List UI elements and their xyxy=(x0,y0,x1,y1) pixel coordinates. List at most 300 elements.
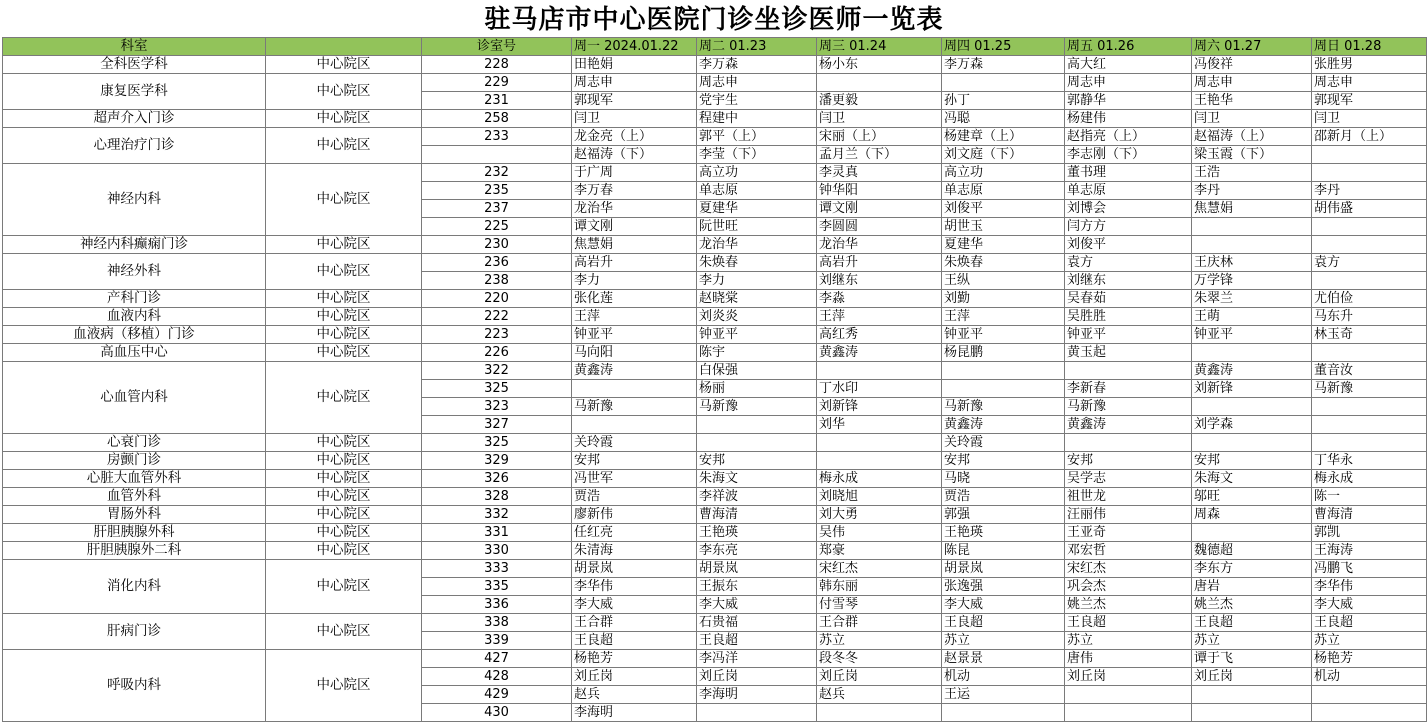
doctor-cell-fri[interactable]: 唐伟 xyxy=(1065,650,1192,668)
doctor-cell-thu[interactable]: 苏立 xyxy=(942,632,1065,650)
doctor-cell-wed[interactable]: 闫卫 xyxy=(817,110,942,128)
doctor-cell-mon[interactable]: 赵兵 xyxy=(572,686,697,704)
doctor-cell-sun[interactable]: 胡伟盛 xyxy=(1312,200,1427,218)
room-cell[interactable]: 223 xyxy=(422,326,572,344)
doctor-cell-fri[interactable]: 高大红 xyxy=(1065,56,1192,74)
room-cell[interactable]: 238 xyxy=(422,272,572,290)
doctor-cell-wed[interactable]: 段冬冬 xyxy=(817,650,942,668)
room-cell[interactable]: 332 xyxy=(422,506,572,524)
doctor-cell-tue[interactable]: 曹海清 xyxy=(697,506,817,524)
doctor-cell-fri[interactable] xyxy=(1065,704,1192,722)
doctor-cell-wed[interactable]: 刘继东 xyxy=(817,272,942,290)
room-cell[interactable]: 237 xyxy=(422,200,572,218)
doctor-cell-thu[interactable]: 马晓 xyxy=(942,470,1065,488)
doctor-cell-wed[interactable]: 高岩升 xyxy=(817,254,942,272)
campus-cell[interactable]: 中心院区 xyxy=(266,236,422,254)
doctor-cell-sun[interactable]: 周志申 xyxy=(1312,74,1427,92)
doctor-cell-tue[interactable]: 王良超 xyxy=(697,632,817,650)
doctor-cell-thu[interactable]: 赵景景 xyxy=(942,650,1065,668)
doctor-cell-sun[interactable]: 李大威 xyxy=(1312,596,1427,614)
doctor-cell-tue[interactable]: 郭平（上） xyxy=(697,128,817,146)
doctor-cell-sat[interactable]: 冯俊祥 xyxy=(1192,56,1312,74)
doctor-cell-sat[interactable]: 王浩 xyxy=(1192,164,1312,182)
doctor-cell-sat[interactable]: 王良超 xyxy=(1192,614,1312,632)
doctor-cell-tue[interactable] xyxy=(697,416,817,434)
room-cell[interactable]: 331 xyxy=(422,524,572,542)
campus-cell[interactable]: 中心院区 xyxy=(266,650,422,722)
doctor-cell-tue[interactable]: 朱海文 xyxy=(697,470,817,488)
doctor-cell-sun[interactable] xyxy=(1312,704,1427,722)
doctor-cell-wed[interactable]: 黄鑫涛 xyxy=(817,344,942,362)
doctor-cell-sat[interactable]: 王庆林 xyxy=(1192,254,1312,272)
doctor-cell-tue[interactable]: 李力 xyxy=(697,272,817,290)
doctor-cell-wed[interactable]: 王合群 xyxy=(817,614,942,632)
room-cell[interactable]: 323 xyxy=(422,398,572,416)
doctor-cell-sun[interactable] xyxy=(1312,344,1427,362)
room-cell[interactable]: 225 xyxy=(422,218,572,236)
doctor-cell-sat[interactable]: 姚兰杰 xyxy=(1192,596,1312,614)
doctor-cell-thu[interactable]: 杨昆鹏 xyxy=(942,344,1065,362)
department-cell[interactable]: 血液内科 xyxy=(3,308,266,326)
doctor-cell-sat[interactable] xyxy=(1192,524,1312,542)
doctor-cell-sat[interactable]: 万学锋 xyxy=(1192,272,1312,290)
doctor-cell-sun[interactable]: 王良超 xyxy=(1312,614,1427,632)
department-cell[interactable]: 房颤门诊 xyxy=(3,452,266,470)
doctor-cell-wed[interactable]: 刘丘岗 xyxy=(817,668,942,686)
doctor-cell-sat[interactable]: 周志申 xyxy=(1192,74,1312,92)
doctor-cell-mon[interactable]: 李海明 xyxy=(572,704,697,722)
doctor-cell-tue[interactable]: 李祥波 xyxy=(697,488,817,506)
doctor-cell-mon[interactable]: 朱清海 xyxy=(572,542,697,560)
doctor-cell-sat[interactable] xyxy=(1192,218,1312,236)
doctor-cell-fri[interactable]: 袁方 xyxy=(1065,254,1192,272)
doctor-cell-thu[interactable]: 王运 xyxy=(942,686,1065,704)
doctor-cell-mon[interactable]: 李华伟 xyxy=(572,578,697,596)
doctor-cell-mon[interactable] xyxy=(572,380,697,398)
doctor-cell-thu[interactable]: 单志原 xyxy=(942,182,1065,200)
doctor-cell-mon[interactable]: 关玲霞 xyxy=(572,434,697,452)
doctor-cell-sun[interactable]: 王海涛 xyxy=(1312,542,1427,560)
doctor-cell-sat[interactable] xyxy=(1192,398,1312,416)
campus-cell[interactable]: 中心院区 xyxy=(266,290,422,308)
doctor-cell-mon[interactable]: 黄鑫涛 xyxy=(572,362,697,380)
doctor-cell-tue[interactable]: 李大威 xyxy=(697,596,817,614)
doctor-cell-sun[interactable]: 机动 xyxy=(1312,668,1427,686)
doctor-cell-mon[interactable]: 冯世军 xyxy=(572,470,697,488)
doctor-cell-wed[interactable]: 赵兵 xyxy=(817,686,942,704)
doctor-cell-mon[interactable]: 安邦 xyxy=(572,452,697,470)
doctor-cell-wed[interactable] xyxy=(817,452,942,470)
doctor-cell-fri[interactable]: 杨建伟 xyxy=(1065,110,1192,128)
doctor-cell-sat[interactable]: 安邦 xyxy=(1192,452,1312,470)
department-cell[interactable]: 呼吸内科 xyxy=(3,650,266,722)
doctor-cell-tue[interactable]: 石贵福 xyxy=(697,614,817,632)
doctor-cell-sun[interactable] xyxy=(1312,434,1427,452)
room-cell[interactable]: 229 xyxy=(422,74,572,92)
doctor-cell-fri[interactable]: 安邦 xyxy=(1065,452,1192,470)
doctor-cell-wed[interactable]: 李圆圆 xyxy=(817,218,942,236)
doctor-cell-sat[interactable]: 李东方 xyxy=(1192,560,1312,578)
room-cell[interactable]: 230 xyxy=(422,236,572,254)
doctor-cell-mon[interactable]: 胡景岚 xyxy=(572,560,697,578)
doctor-cell-mon[interactable]: 田艳娟 xyxy=(572,56,697,74)
header-thu[interactable]: 周四 01.25 xyxy=(942,38,1065,56)
campus-cell[interactable]: 中心院区 xyxy=(266,506,422,524)
doctor-cell-tue[interactable]: 党宇生 xyxy=(697,92,817,110)
campus-cell[interactable]: 中心院区 xyxy=(266,560,422,614)
doctor-cell-mon[interactable]: 李大威 xyxy=(572,596,697,614)
room-cell[interactable]: 335 xyxy=(422,578,572,596)
doctor-cell-thu[interactable]: 张逸强 xyxy=(942,578,1065,596)
doctor-cell-sun[interactable]: 闫卫 xyxy=(1312,110,1427,128)
header-wed[interactable]: 周三 01.24 xyxy=(817,38,942,56)
room-cell[interactable]: 232 xyxy=(422,164,572,182)
header-fri[interactable]: 周五 01.26 xyxy=(1065,38,1192,56)
doctor-cell-thu[interactable]: 郭强 xyxy=(942,506,1065,524)
doctor-cell-wed[interactable]: 刘晓旭 xyxy=(817,488,942,506)
doctor-cell-mon[interactable]: 王合群 xyxy=(572,614,697,632)
doctor-cell-thu[interactable]: 孙丁 xyxy=(942,92,1065,110)
header-dept[interactable]: 科室 xyxy=(3,38,266,56)
doctor-cell-sat[interactable]: 周森 xyxy=(1192,506,1312,524)
doctor-cell-sun[interactable]: 李丹 xyxy=(1312,182,1427,200)
doctor-cell-mon[interactable]: 廖新伟 xyxy=(572,506,697,524)
doctor-cell-fri[interactable] xyxy=(1065,362,1192,380)
room-cell[interactable]: 236 xyxy=(422,254,572,272)
room-cell[interactable]: 220 xyxy=(422,290,572,308)
doctor-cell-tue[interactable]: 李万森 xyxy=(697,56,817,74)
doctor-cell-tue[interactable]: 单志原 xyxy=(697,182,817,200)
doctor-cell-fri[interactable]: 闫方方 xyxy=(1065,218,1192,236)
doctor-cell-tue[interactable]: 朱焕春 xyxy=(697,254,817,272)
doctor-cell-thu[interactable]: 高立功 xyxy=(942,164,1065,182)
campus-cell[interactable]: 中心院区 xyxy=(266,164,422,236)
doctor-cell-sat[interactable]: 焦慧娟 xyxy=(1192,200,1312,218)
doctor-cell-sun[interactable] xyxy=(1312,218,1427,236)
doctor-cell-thu[interactable]: 刘文庭（下） xyxy=(942,146,1065,164)
doctor-cell-sun[interactable]: 郭现军 xyxy=(1312,92,1427,110)
room-cell[interactable]: 430 xyxy=(422,704,572,722)
doctor-cell-fri[interactable]: 刘博会 xyxy=(1065,200,1192,218)
doctor-cell-wed[interactable]: 梅永成 xyxy=(817,470,942,488)
doctor-cell-tue[interactable]: 夏建华 xyxy=(697,200,817,218)
doctor-cell-fri[interactable]: 吴学志 xyxy=(1065,470,1192,488)
doctor-cell-fri[interactable]: 黄玉起 xyxy=(1065,344,1192,362)
doctor-cell-thu[interactable]: 胡世玉 xyxy=(942,218,1065,236)
doctor-cell-sun[interactable]: 冯鹏飞 xyxy=(1312,560,1427,578)
doctor-cell-wed[interactable]: 王萍 xyxy=(817,308,942,326)
doctor-cell-tue[interactable]: 李海明 xyxy=(697,686,817,704)
doctor-cell-mon[interactable]: 杨艳芳 xyxy=(572,650,697,668)
campus-cell[interactable]: 中心院区 xyxy=(266,254,422,290)
doctor-cell-sat[interactable]: 朱海文 xyxy=(1192,470,1312,488)
doctor-cell-tue[interactable]: 钟亚平 xyxy=(697,326,817,344)
doctor-cell-thu[interactable] xyxy=(942,380,1065,398)
doctor-cell-wed[interactable]: 宋丽（上） xyxy=(817,128,942,146)
doctor-cell-fri[interactable]: 单志原 xyxy=(1065,182,1192,200)
doctor-cell-tue[interactable]: 胡景岚 xyxy=(697,560,817,578)
room-cell[interactable]: 325 xyxy=(422,434,572,452)
doctor-cell-mon[interactable]: 龙金亮（上） xyxy=(572,128,697,146)
doctor-cell-sun[interactable]: 马东升 xyxy=(1312,308,1427,326)
doctor-cell-sat[interactable]: 刘丘岗 xyxy=(1192,668,1312,686)
department-cell[interactable]: 肝胆胰腺外科 xyxy=(3,524,266,542)
doctor-cell-thu[interactable]: 钟亚平 xyxy=(942,326,1065,344)
doctor-cell-wed[interactable] xyxy=(817,434,942,452)
doctor-cell-sun[interactable]: 曹海清 xyxy=(1312,506,1427,524)
department-cell[interactable]: 高血压中心 xyxy=(3,344,266,362)
doctor-cell-wed[interactable]: 李淼 xyxy=(817,290,942,308)
doctor-cell-thu[interactable]: 机动 xyxy=(942,668,1065,686)
doctor-cell-mon[interactable]: 李万春 xyxy=(572,182,697,200)
doctor-cell-thu[interactable]: 李万森 xyxy=(942,56,1065,74)
doctor-cell-thu[interactable]: 王纵 xyxy=(942,272,1065,290)
doctor-cell-thu[interactable]: 黄鑫涛 xyxy=(942,416,1065,434)
doctor-cell-wed[interactable]: 苏立 xyxy=(817,632,942,650)
doctor-cell-thu[interactable] xyxy=(942,362,1065,380)
room-cell[interactable]: 429 xyxy=(422,686,572,704)
room-cell[interactable]: 258 xyxy=(422,110,572,128)
doctor-cell-mon[interactable] xyxy=(572,416,697,434)
department-cell[interactable]: 神经内科癫痫门诊 xyxy=(3,236,266,254)
doctor-cell-tue[interactable] xyxy=(697,434,817,452)
doctor-cell-wed[interactable]: 谭文刚 xyxy=(817,200,942,218)
room-cell[interactable]: 328 xyxy=(422,488,572,506)
room-cell[interactable]: 330 xyxy=(422,542,572,560)
doctor-cell-sat[interactable]: 邬旺 xyxy=(1192,488,1312,506)
room-cell[interactable]: 326 xyxy=(422,470,572,488)
doctor-cell-tue[interactable]: 马新豫 xyxy=(697,398,817,416)
doctor-cell-mon[interactable]: 于广周 xyxy=(572,164,697,182)
header-sun[interactable]: 周日 01.28 xyxy=(1312,38,1427,56)
doctor-cell-tue[interactable]: 陈宇 xyxy=(697,344,817,362)
doctor-cell-tue[interactable]: 王振东 xyxy=(697,578,817,596)
department-cell[interactable]: 胃肠外科 xyxy=(3,506,266,524)
doctor-cell-sun[interactable] xyxy=(1312,164,1427,182)
doctor-cell-sat[interactable]: 李丹 xyxy=(1192,182,1312,200)
doctor-cell-sun[interactable]: 丁华永 xyxy=(1312,452,1427,470)
doctor-cell-sat[interactable]: 刘新锋 xyxy=(1192,380,1312,398)
department-cell[interactable]: 心血管内科 xyxy=(3,362,266,434)
doctor-cell-thu[interactable]: 夏建华 xyxy=(942,236,1065,254)
doctor-cell-mon[interactable]: 王萍 xyxy=(572,308,697,326)
room-cell[interactable]: 235 xyxy=(422,182,572,200)
doctor-cell-thu[interactable]: 杨建章（上） xyxy=(942,128,1065,146)
doctor-cell-thu[interactable]: 王萍 xyxy=(942,308,1065,326)
doctor-cell-sat[interactable]: 梁玉霞（下） xyxy=(1192,146,1312,164)
room-cell[interactable]: 231 xyxy=(422,92,572,110)
doctor-cell-fri[interactable]: 刘丘岗 xyxy=(1065,668,1192,686)
room-cell[interactable]: 226 xyxy=(422,344,572,362)
doctor-cell-thu[interactable]: 刘俊平 xyxy=(942,200,1065,218)
doctor-cell-fri[interactable]: 汪丽伟 xyxy=(1065,506,1192,524)
doctor-cell-sat[interactable]: 苏立 xyxy=(1192,632,1312,650)
doctor-cell-wed[interactable]: 吴伟 xyxy=(817,524,942,542)
department-cell[interactable]: 超声介入门诊 xyxy=(3,110,266,128)
doctor-cell-tue[interactable]: 阮世旺 xyxy=(697,218,817,236)
doctor-cell-fri[interactable]: 王亚奇 xyxy=(1065,524,1192,542)
department-cell[interactable]: 肝胆胰腺外二科 xyxy=(3,542,266,560)
doctor-cell-mon[interactable]: 刘丘岗 xyxy=(572,668,697,686)
department-cell[interactable]: 消化内科 xyxy=(3,560,266,614)
doctor-cell-fri[interactable]: 祖世龙 xyxy=(1065,488,1192,506)
header-mon[interactable]: 周一 2024.01.22 xyxy=(572,38,697,56)
doctor-cell-mon[interactable]: 闫卫 xyxy=(572,110,697,128)
campus-cell[interactable]: 中心院区 xyxy=(266,110,422,128)
doctor-cell-tue[interactable] xyxy=(697,704,817,722)
doctor-cell-sat[interactable]: 钟亚平 xyxy=(1192,326,1312,344)
doctor-cell-thu[interactable]: 陈昆 xyxy=(942,542,1065,560)
doctor-cell-mon[interactable]: 郭现军 xyxy=(572,92,697,110)
doctor-cell-sat[interactable]: 朱翠兰 xyxy=(1192,290,1312,308)
room-cell[interactable]: 233 xyxy=(422,128,572,146)
room-cell[interactable]: 322 xyxy=(422,362,572,380)
doctor-cell-tue[interactable]: 刘丘岗 xyxy=(697,668,817,686)
doctor-cell-mon[interactable]: 高岩升 xyxy=(572,254,697,272)
doctor-cell-mon[interactable]: 张化莲 xyxy=(572,290,697,308)
room-cell[interactable] xyxy=(422,146,572,164)
doctor-cell-wed[interactable]: 丁水印 xyxy=(817,380,942,398)
doctor-cell-thu[interactable]: 冯聪 xyxy=(942,110,1065,128)
doctor-cell-wed[interactable] xyxy=(817,362,942,380)
department-cell[interactable]: 肝病门诊 xyxy=(3,614,266,650)
header-room[interactable]: 诊室号 xyxy=(422,38,572,56)
doctor-cell-mon[interactable]: 王良超 xyxy=(572,632,697,650)
doctor-cell-fri[interactable]: 郭静华 xyxy=(1065,92,1192,110)
doctor-cell-sun[interactable]: 杨艳芳 xyxy=(1312,650,1427,668)
doctor-cell-tue[interactable]: 高立功 xyxy=(697,164,817,182)
doctor-cell-mon[interactable]: 马新豫 xyxy=(572,398,697,416)
doctor-cell-fri[interactable]: 李新春 xyxy=(1065,380,1192,398)
department-cell[interactable]: 产科门诊 xyxy=(3,290,266,308)
room-cell[interactable]: 327 xyxy=(422,416,572,434)
doctor-cell-thu[interactable]: 胡景岚 xyxy=(942,560,1065,578)
campus-cell[interactable]: 中心院区 xyxy=(266,362,422,434)
campus-cell[interactable]: 中心院区 xyxy=(266,614,422,650)
doctor-cell-sun[interactable] xyxy=(1312,146,1427,164)
doctor-cell-fri[interactable]: 刘俊平 xyxy=(1065,236,1192,254)
doctor-cell-sat[interactable]: 唐岩 xyxy=(1192,578,1312,596)
doctor-cell-sat[interactable] xyxy=(1192,686,1312,704)
doctor-cell-sun[interactable] xyxy=(1312,398,1427,416)
doctor-cell-sun[interactable]: 张胜男 xyxy=(1312,56,1427,74)
campus-cell[interactable]: 中心院区 xyxy=(266,344,422,362)
room-cell[interactable]: 427 xyxy=(422,650,572,668)
department-cell[interactable]: 血管外科 xyxy=(3,488,266,506)
department-cell[interactable]: 全科医学科 xyxy=(3,56,266,74)
doctor-cell-wed[interactable]: 刘新锋 xyxy=(817,398,942,416)
doctor-cell-thu[interactable]: 马新豫 xyxy=(942,398,1065,416)
doctor-cell-wed[interactable]: 杨小东 xyxy=(817,56,942,74)
doctor-cell-tue[interactable]: 安邦 xyxy=(697,452,817,470)
doctor-cell-tue[interactable]: 龙治华 xyxy=(697,236,817,254)
doctor-cell-fri[interactable]: 吴春茹 xyxy=(1065,290,1192,308)
doctor-cell-mon[interactable]: 李力 xyxy=(572,272,697,290)
doctor-cell-thu[interactable]: 王艳瑛 xyxy=(942,524,1065,542)
campus-cell[interactable]: 中心院区 xyxy=(266,524,422,542)
doctor-cell-sun[interactable]: 李华伟 xyxy=(1312,578,1427,596)
doctor-cell-sun[interactable]: 袁方 xyxy=(1312,254,1427,272)
doctor-cell-fri[interactable] xyxy=(1065,434,1192,452)
doctor-cell-sun[interactable]: 苏立 xyxy=(1312,632,1427,650)
doctor-cell-thu[interactable] xyxy=(942,704,1065,722)
doctor-cell-mon[interactable]: 周志申 xyxy=(572,74,697,92)
doctor-cell-mon[interactable]: 焦慧娟 xyxy=(572,236,697,254)
doctor-cell-wed[interactable]: 孟月兰（下） xyxy=(817,146,942,164)
doctor-cell-sun[interactable]: 林玉奇 xyxy=(1312,326,1427,344)
doctor-cell-thu[interactable]: 王良超 xyxy=(942,614,1065,632)
doctor-cell-sun[interactable]: 马新豫 xyxy=(1312,380,1427,398)
doctor-cell-fri[interactable]: 钟亚平 xyxy=(1065,326,1192,344)
department-cell[interactable]: 心衰门诊 xyxy=(3,434,266,452)
doctor-cell-mon[interactable]: 谭文刚 xyxy=(572,218,697,236)
doctor-cell-wed[interactable]: 韩东丽 xyxy=(817,578,942,596)
doctor-cell-sat[interactable]: 赵福涛（上） xyxy=(1192,128,1312,146)
room-cell[interactable]: 329 xyxy=(422,452,572,470)
doctor-cell-thu[interactable]: 朱焕春 xyxy=(942,254,1065,272)
department-cell[interactable]: 康复医学科 xyxy=(3,74,266,110)
doctor-cell-wed[interactable]: 郑豪 xyxy=(817,542,942,560)
doctor-cell-tue[interactable]: 赵晓棠 xyxy=(697,290,817,308)
room-cell[interactable]: 338 xyxy=(422,614,572,632)
doctor-cell-tue[interactable]: 王艳瑛 xyxy=(697,524,817,542)
campus-cell[interactable]: 中心院区 xyxy=(266,488,422,506)
doctor-cell-sat[interactable]: 闫卫 xyxy=(1192,110,1312,128)
doctor-cell-wed[interactable]: 李灵真 xyxy=(817,164,942,182)
department-cell[interactable]: 神经内科 xyxy=(3,164,266,236)
doctor-cell-sun[interactable]: 梅永成 xyxy=(1312,470,1427,488)
doctor-cell-sat[interactable] xyxy=(1192,236,1312,254)
doctor-cell-sat[interactable] xyxy=(1192,434,1312,452)
doctor-cell-fri[interactable]: 姚兰杰 xyxy=(1065,596,1192,614)
room-cell[interactable]: 325 xyxy=(422,380,572,398)
doctor-cell-sun[interactable] xyxy=(1312,236,1427,254)
doctor-cell-mon[interactable]: 马向阳 xyxy=(572,344,697,362)
doctor-cell-thu[interactable]: 安邦 xyxy=(942,452,1065,470)
doctor-cell-sat[interactable]: 王萌 xyxy=(1192,308,1312,326)
doctor-cell-tue[interactable]: 李莹（下） xyxy=(697,146,817,164)
doctor-cell-wed[interactable]: 高红秀 xyxy=(817,326,942,344)
doctor-cell-wed[interactable]: 钟华阳 xyxy=(817,182,942,200)
doctor-cell-sun[interactable]: 陈一 xyxy=(1312,488,1427,506)
campus-cell[interactable]: 中心院区 xyxy=(266,452,422,470)
doctor-cell-tue[interactable]: 刘炎炎 xyxy=(697,308,817,326)
doctor-cell-tue[interactable]: 李东亮 xyxy=(697,542,817,560)
doctor-cell-fri[interactable]: 黄鑫涛 xyxy=(1065,416,1192,434)
doctor-cell-fri[interactable]: 王良超 xyxy=(1065,614,1192,632)
doctor-cell-fri[interactable]: 马新豫 xyxy=(1065,398,1192,416)
doctor-cell-sun[interactable]: 邵新月（上） xyxy=(1312,128,1427,146)
doctor-cell-sun[interactable] xyxy=(1312,686,1427,704)
doctor-cell-fri[interactable]: 邓宏哲 xyxy=(1065,542,1192,560)
doctor-cell-thu[interactable]: 刘勤 xyxy=(942,290,1065,308)
doctor-cell-fri[interactable]: 巩会杰 xyxy=(1065,578,1192,596)
doctor-cell-wed[interactable] xyxy=(817,74,942,92)
doctor-cell-tue[interactable]: 李冯洋 xyxy=(697,650,817,668)
doctor-cell-sat[interactable]: 王艳华 xyxy=(1192,92,1312,110)
doctor-cell-sat[interactable] xyxy=(1192,704,1312,722)
department-cell[interactable]: 心脏大血管外科 xyxy=(3,470,266,488)
campus-cell[interactable]: 中心院区 xyxy=(266,128,422,164)
doctor-cell-sun[interactable]: 尤伯俭 xyxy=(1312,290,1427,308)
doctor-cell-fri[interactable]: 宋红杰 xyxy=(1065,560,1192,578)
room-cell[interactable]: 222 xyxy=(422,308,572,326)
doctor-cell-wed[interactable]: 刘华 xyxy=(817,416,942,434)
room-cell[interactable]: 339 xyxy=(422,632,572,650)
doctor-cell-fri[interactable] xyxy=(1065,686,1192,704)
doctor-cell-sun[interactable]: 董音汝 xyxy=(1312,362,1427,380)
doctor-cell-wed[interactable]: 付雪琴 xyxy=(817,596,942,614)
